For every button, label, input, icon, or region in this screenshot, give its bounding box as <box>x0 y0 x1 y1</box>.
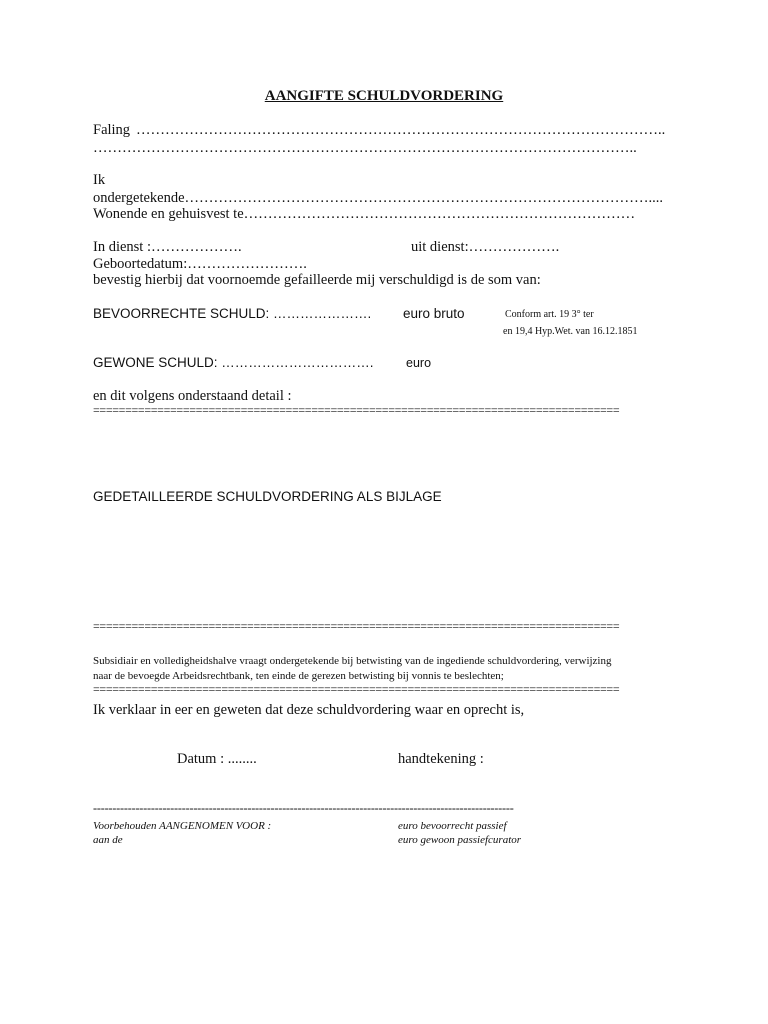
gewone-schuld-field: GEWONE SCHULD: ……………………………. <box>93 355 374 370</box>
euro-gewoon-label: euro gewoon passiefcurator <box>398 834 522 846</box>
geboortedatum-field: Geboortedatum:……………………. <box>93 256 307 272</box>
ik-label: Ik <box>93 172 106 188</box>
handtekening-field: handtekening : <box>398 751 484 767</box>
dash-divider: ------------------------------------------------------------------------------------------------------------- <box>93 801 514 815</box>
faling-dots-line2: ………………………………………………………………………………………………….. <box>93 140 637 156</box>
datum-field: Datum : ........ <box>177 751 257 767</box>
subsidiair-line1: Subsidiair en volledigheidshalve vraagt ondergetekende bij betwisting van de ingediende schuldvordering, verwijzing <box>93 655 612 667</box>
in-dienst-field: In dienst :………………. <box>93 239 242 255</box>
euro-label: euro <box>406 356 432 370</box>
wonende-field: Wonende en gehuisvest te……………………………………………………………………… <box>93 206 636 222</box>
euro-bruto-label: euro bruto <box>403 306 465 321</box>
ondergetekende-field: ondergetekende…………………………………………………………………………………….... <box>93 190 664 206</box>
faling-dots: ……………………………………………………………………………………………….. <box>136 122 666 138</box>
uit-dienst-field: uit dienst:………………. <box>411 239 560 255</box>
separator-bottom: ================================================================================== <box>93 684 620 694</box>
bevoorrechte-schuld-field: BEVOORRECHTE SCHULD: …………………. <box>93 306 372 321</box>
conform-note-line1: Conform art. 19 3° ter <box>505 309 594 320</box>
aan-de-label: aan de <box>93 834 123 846</box>
bevestig-text: bevestig hierbij dat voornoemde gefailleerde mij verschuldigd is de som van: <box>93 272 541 288</box>
faling-label: Faling <box>93 122 131 138</box>
conform-note-line2: en 19,4 Hyp.Wet. van 16.12.1851 <box>503 326 638 337</box>
separator-middle: ================================================================================== <box>93 621 620 631</box>
detail-text: en dit volgens onderstaand detail : <box>93 388 292 404</box>
euro-bevoorrecht-label: euro bevoorrecht passief <box>398 820 507 832</box>
separator-top: ================================================================================== <box>93 405 620 415</box>
subsidiair-line2: naar de bevoegde Arbeidsrechtbank, ten einde de gerezen betwisting bij vonnis te beslechten; <box>93 670 504 682</box>
verklaar-text: Ik verklaar in eer en geweten dat deze schuldvordering waar en oprecht is, <box>93 702 525 718</box>
bijlage-heading: GEDETAILLEERDE SCHULDVORDERING ALS BIJLAGE <box>93 489 442 504</box>
voorbehouden-label: Voorbehouden AANGENOMEN VOOR : <box>93 820 272 832</box>
document-title: AANGIFTE SCHULDVORDERING <box>264 88 504 104</box>
